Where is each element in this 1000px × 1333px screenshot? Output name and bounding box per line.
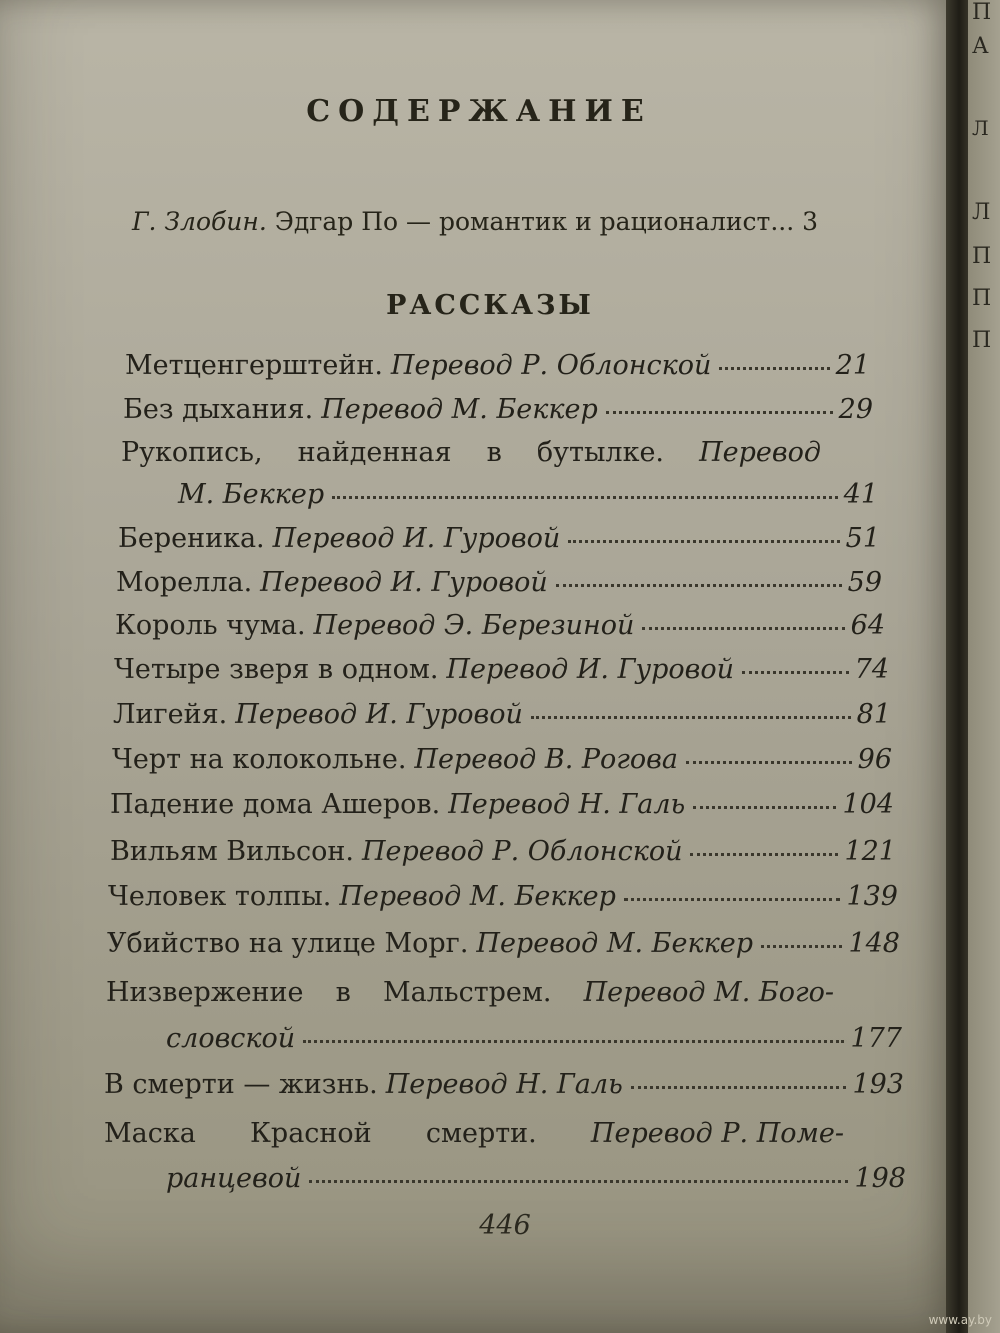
facing-page-fragment: П [972, 244, 992, 269]
toc-entry-title: Четыре зверя в одном. [114, 654, 439, 685]
toc-entry-translator: Перевод М. Беккер [339, 881, 616, 912]
toc-entry-translator: Перевод Н. Галь [385, 1069, 623, 1100]
toc-entry-page: 81 [856, 699, 891, 730]
toc-entry [110, 789, 894, 820]
toc-entry-word: в [486, 437, 502, 468]
toc-entry-title: Человек толпы. [108, 881, 332, 912]
toc-entry-page: 193 [852, 1069, 904, 1100]
dot-leader [631, 1086, 847, 1089]
toc-entry-page: 148 [848, 928, 900, 959]
dot-leader [332, 496, 838, 499]
intro-leader: ... [770, 207, 795, 236]
toc-entry-translator: Перевод М. Беккер [321, 394, 598, 425]
toc-entry-title: Лигейя. [113, 699, 228, 730]
toc-entry-line2 [178, 479, 878, 510]
toc-entry-translator: Перевод М. Беккер [476, 928, 753, 959]
toc-entry-translator: Перевод И. Гуровой [260, 567, 548, 598]
toc-entry [107, 928, 900, 959]
facing-page-fragment: Л [972, 116, 989, 140]
toc-entry [113, 699, 891, 730]
toc-entry-title: Без дыхания. [123, 394, 314, 425]
watermark: www.ay.by [928, 1313, 992, 1327]
toc-entry-page: 59 [847, 567, 882, 598]
toc-entry-line2 [166, 1023, 902, 1054]
toc-entry-page: 74 [854, 654, 889, 685]
toc-entry-word: Маска [104, 1118, 196, 1149]
facing-page-fragment: А [972, 34, 989, 59]
facing-page-fragment: Л [972, 200, 991, 225]
toc-entry [112, 744, 892, 775]
toc-entry-translator-prefix: Перевод М. Бого- [583, 977, 834, 1008]
dot-leader [742, 671, 849, 674]
dot-leader [606, 411, 833, 414]
toc-entry-translator: ранцевой [166, 1163, 302, 1194]
toc-entry-translator: Перевод Н. Галь [448, 789, 686, 820]
dot-leader [686, 761, 852, 764]
toc-entry-translator: Перевод И. Гуровой [446, 654, 735, 685]
toc-entry [125, 350, 870, 381]
toc-entry-line2 [166, 1163, 906, 1194]
toc-entry-line1 [104, 1118, 844, 1149]
facing-page-edge [968, 0, 1000, 1333]
toc-entry-title: В смерти — жизнь. [104, 1069, 378, 1100]
toc-entry [104, 1069, 904, 1100]
toc-entry-word: Красной [250, 1118, 372, 1149]
toc-entry-page: 64 [850, 610, 885, 641]
dot-leader [624, 898, 841, 901]
toc-entry-translator: Перевод В. Рогова [414, 744, 678, 775]
intro-title: Эдгар По — романтик и рационалист [274, 207, 771, 236]
toc-entry-title: Береника. [118, 523, 265, 554]
toc-entry-translator: Перевод Р. Облонской [390, 350, 712, 381]
intro-page: 3 [802, 207, 819, 236]
toc-entry-page: 121 [844, 836, 896, 867]
toc-entry [123, 394, 873, 425]
toc-entry-translator: Перевод Р. Облонской [361, 836, 683, 867]
toc-entry-title: Морелла. [116, 567, 253, 598]
toc-entry-title: Черт на колокольне. [112, 744, 407, 775]
toc-entry-title: Метценгерштейн. [125, 350, 383, 381]
toc-entry-title: Вильям Вильсон. [110, 836, 354, 867]
dot-leader [568, 540, 839, 543]
toc-entry-page: 177 [850, 1023, 902, 1054]
toc-entry-translator-prefix: Перевод [699, 437, 821, 468]
dot-leader [531, 716, 851, 719]
facing-page-fragment: П [972, 286, 992, 311]
toc-entry-page: 198 [854, 1163, 906, 1194]
toc-entry-word: бутылке. [536, 437, 665, 468]
toc-entry [118, 523, 880, 554]
toc-entry-title: Король чума. [115, 610, 306, 641]
toc-entry-line1 [106, 977, 834, 1008]
section-heading: РАССКАЗЫ [386, 290, 594, 321]
dot-leader [761, 945, 842, 948]
intro-author: Г. Злобин. [132, 207, 267, 236]
toc-entry [114, 654, 889, 685]
dot-leader [719, 367, 829, 370]
toc-entry-page: 51 [845, 523, 880, 554]
dot-leader [693, 806, 836, 809]
dot-leader [642, 627, 844, 630]
toc-entry-page: 41 [843, 479, 878, 510]
toc-entry-word: в [335, 977, 351, 1008]
toc-entry [108, 881, 898, 912]
toc-entry-translator: Перевод И. Гуровой [272, 523, 561, 554]
toc-entry-word: найденная [297, 437, 452, 468]
toc-entry [110, 836, 896, 867]
toc-entry-page: 139 [846, 881, 898, 912]
toc-entry-translator-prefix: Перевод Р. Поме- [590, 1118, 844, 1149]
dot-leader [556, 584, 842, 587]
dot-leader [309, 1180, 848, 1183]
toc-entry-word: смерти. [425, 1118, 537, 1149]
page-number: 446 [479, 1210, 531, 1241]
toc-entry-translator: М. Беккер [178, 479, 325, 510]
dot-leader [690, 853, 838, 856]
toc-entry [116, 567, 882, 598]
toc-entry-page: 29 [838, 394, 873, 425]
toc-entry-translator: Перевод Э. Березиной [313, 610, 635, 641]
toc-entry [115, 610, 885, 641]
toc-entry-translator: Перевод И. Гуровой [235, 699, 523, 730]
toc-entry-page: 21 [835, 350, 870, 381]
toc-entry-page: 96 [857, 744, 892, 775]
toc-entry-title: Падение дома Ашеров. [110, 789, 441, 820]
toc-entry-word: Низвержение [106, 977, 304, 1008]
facing-page-fragment: П [972, 328, 992, 353]
toc-entry-page: 104 [842, 789, 894, 820]
toc-entry-line1 [121, 437, 821, 468]
toc-entry-translator: словской [166, 1023, 296, 1054]
toc-entry-word: Мальстрем. [382, 977, 552, 1008]
facing-page-fragment: П [972, 0, 992, 25]
dot-leader [303, 1040, 844, 1043]
toc-entry-word: Рукопись, [121, 437, 263, 468]
contents-heading: СОДЕРЖАНИЕ [306, 94, 652, 129]
toc-entry-title: Убийство на улице Морг. [107, 928, 469, 959]
